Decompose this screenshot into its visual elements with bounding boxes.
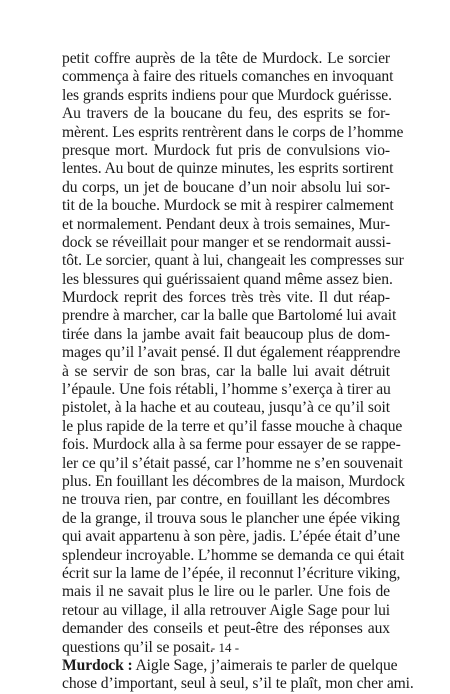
text-line: qui avait appartenu à son père, jadis. L’épée était d’une xyxy=(62,528,400,546)
speaker-name: Murdock : xyxy=(62,656,133,674)
text-line: demander des conseils et peut-être des réponses aux xyxy=(62,620,390,638)
page-number: - 14 - xyxy=(210,640,240,655)
text-line: commença à faire des rituels comanches en invoquant xyxy=(62,68,394,86)
text-line: à se servir de son bras, car la balle lui avait détruit xyxy=(62,362,390,380)
dialogue-line: chose d’important, seul à seul, s’il te plaît, mon cher ami. xyxy=(62,675,414,693)
text-line: les blessures qui guérissaient quand même assez bien. xyxy=(62,270,393,288)
text-line: le plus rapide de la terre et qu’il fasse mouche à chaque xyxy=(62,417,403,435)
text-line: lentes. Au bout de quinze minutes, les esprits sortirent xyxy=(62,160,394,178)
text-line: tirée dans la jambe avait fait beaucoup plus de dom- xyxy=(62,325,390,343)
text-line: fois. Murdock alla à sa ferme pour essayer de se rappe- xyxy=(62,436,401,454)
text-line: mages qu’il l’avait pensé. Il dut également réapprendre xyxy=(62,344,401,362)
text-line: du corps, un jet de boucane d’un noir absolu lui sor- xyxy=(62,178,390,196)
text-line: l’épaule. Une fois rétabli, l’homme s’exerça à tirer au xyxy=(62,381,391,399)
text-line: petit coffre auprès de la tête de Murdock. Le sorcier xyxy=(62,50,390,67)
text-line: presque mort. Murdock fut pris de convulsions vio- xyxy=(62,141,390,159)
dialogue-line xyxy=(62,656,398,675)
dialogue xyxy=(62,656,414,694)
text-line: ler ce qu’il s’était passé, car l’homme ne s’en souvenait xyxy=(62,454,403,472)
text-line: tit de la bouche. Murdock se mit à respirer calmement xyxy=(62,197,394,215)
text-line: pistolet, à la hache et au couteau, jusqu’à ce qu’il soit xyxy=(62,399,390,417)
text-line: Murdock reprit des forces très très vite. Il dut réap- xyxy=(62,289,390,307)
text-line: dock se réveillait pour manger et se rendormait aussi- xyxy=(62,233,391,251)
paragraph xyxy=(62,50,405,657)
text-line: retour au village, il alla retrouver Aigle Sage pour lui xyxy=(62,601,390,619)
page-body xyxy=(62,50,414,694)
text-line: et normalement. Pendant deux à trois semaines, Mur- xyxy=(62,215,390,233)
text-line: ne trouva rien, par contre, en fouillant les décombres xyxy=(62,491,390,509)
text-line: mèrent. Les esprits rentrèrent dans le corps de l’homme xyxy=(62,123,404,141)
text-line: questions qu’il se posait. xyxy=(62,638,214,656)
text-line: de la grange, il trouva sous le plancher une épée viking xyxy=(62,509,400,527)
dialogue-text: Aigle Sage, j’aimerais te parler de quelque xyxy=(132,656,398,674)
text-line: mais il ne savait plus le lire ou le parler. Une fois de xyxy=(62,583,390,601)
text-line: écrit sur la lame de l’épée, il reconnut l’écriture viking, xyxy=(62,564,401,582)
text-line: plus. En fouillant les décombres de la maison, Murdock xyxy=(62,472,405,490)
text-line: prendre à marcher, car la balle que Bartolomé lui avait xyxy=(62,307,397,325)
text-line: splendeur incroyable. L’homme se demanda ce qui était xyxy=(62,546,405,564)
text-line: les grands esprits indiens pour que Murdock guérisse. xyxy=(62,86,392,104)
text-line: Au travers de la boucane du feu, des esprits se for- xyxy=(62,105,390,123)
text-line: tôt. Le sorcier, quant à lui, changeait les compresses sur xyxy=(62,252,404,270)
